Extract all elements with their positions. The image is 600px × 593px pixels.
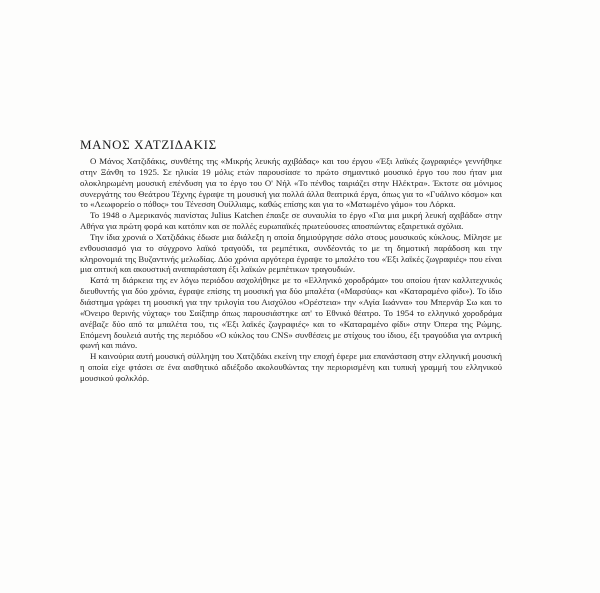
paragraph-4: Κατά τη διάρκεια της εν λόγω περιόδου ασχολήθηκε με το «Ελληνικό χοροδράμα» του οποίου ήταν καλλιτεχνικός διευθυντής για δύο χρόνια, έγραψε επίσης τη μουσική για δύο μπαλέτα («Μαρσύας» και «Καταραμένο φίδι»). Το ίδιο διάστημα γράφει τη μουσική για την τριλογία του Αισχύλου «Ορέστεια» την «Αγία Ιωάννα» του Μπερνάρ Σω και το «Όνειρο θερινής νύχτας» του Σαίξπηρ όπως παρουσιάστηκε απ' το Εθνικό θέατρο. Το 1954 το ελληνικό χοροδράμα ανέβαζε δύο από τα μπαλέτα του, τις «Έξι λαϊκές ζωγραφιές» και το «Καταραμένο φίδι» στην Όπερα της Ρώμης. Επόμενη δουλειά αυτής της περιόδου «Ο κύκλος του CNS» συνθέσεις με στίχους του ίδιου, έξι τραγούδια για αντρική φωνή και πιάνο. [80, 275, 502, 351]
paragraph-5: Η καινούρια αυτή μουσική σύλληψη του Χατζιδάκι εκείνη την εποχή έφερε μια επανάσταση στην ελληνική μουσική η οποία είχε φτάσει σε ένα αισθητικό αδιέξοδο ακολουθώντας την περιορισμένη και τυπική γραμμή του ελληνικού μουσικού φολκλόρ. [80, 351, 502, 383]
document-title: ΜΑΝΟΣ ΧΑΤΖΙΔΑΚΙΣ [80, 137, 217, 152]
paragraph-2: Το 1948 ο Αμερικανός πιανίστας Julius Katchen έπαιξε σε συναυλία το έργο «Για μια μικρή λευκή αχιβάδα» στην Αθήνα για πρώτη φορά και κατόπιν και σε πολλές ευρωπαϊκές πρωτεύουσες αποσπώντας εξαιρετικά σχόλια. [80, 210, 502, 232]
paragraph-3: Την ίδια χρονιά ο Χατζιδάκις έδωσε μια διάλεξη η οποία δημιούργησε σάλο στους μουσικούς κύκλους. Μίλησε με ενθουσιασμό για το σύγχρονο λαϊκό τραγούδι, τα ρεμπέτικα, συνδέοντάς το με τη δημοτική παράδοση και την κληρονομιά της Βυζαντινής μελωδίας. Δύο χρόνια αργότερα έγραψε το μπαλέτο του «Έξι λαϊκές ζωγραφιές» που είναι μια οπτική και ακουστική αναπαράσταση έξι λαϊκών ρεμπέτικων τραγουδιών. [80, 231, 502, 275]
paragraph-1: Ο Μάνος Χατζιδάκις, συνθέτης της «Μικρής λευκής αχιβάδας» και του έργου «Έξι λαϊκές ζωγραφιές» γεννήθηκε στην Ξάνθη το 1925. Σε ηλικία 19 μόλις ετών παρουσίασε το πρώτο σημαντικό μουσικό έργο του που ήταν μια ολοκληρωμένη μουσική επένδυση για το έργο του Ο' Νήλ «Το πένθος ταιριάζει στην Ηλέκτρα». Έκτοτε σα μόνιμος συνεργάτης του Θεάτρου Τέχνης έγραψε τη μουσική για πολλά άλλα θεατρικά έργα, όπως για το «Γυάλινο κόσμο» και το «Λεωφορείο ο πόθος» του Τένεσση Ουίλλιαμς, καθώς επίσης και για το «Ματωμένο γάμο» του Λόρκα. [80, 156, 502, 210]
document-body [80, 156, 502, 384]
